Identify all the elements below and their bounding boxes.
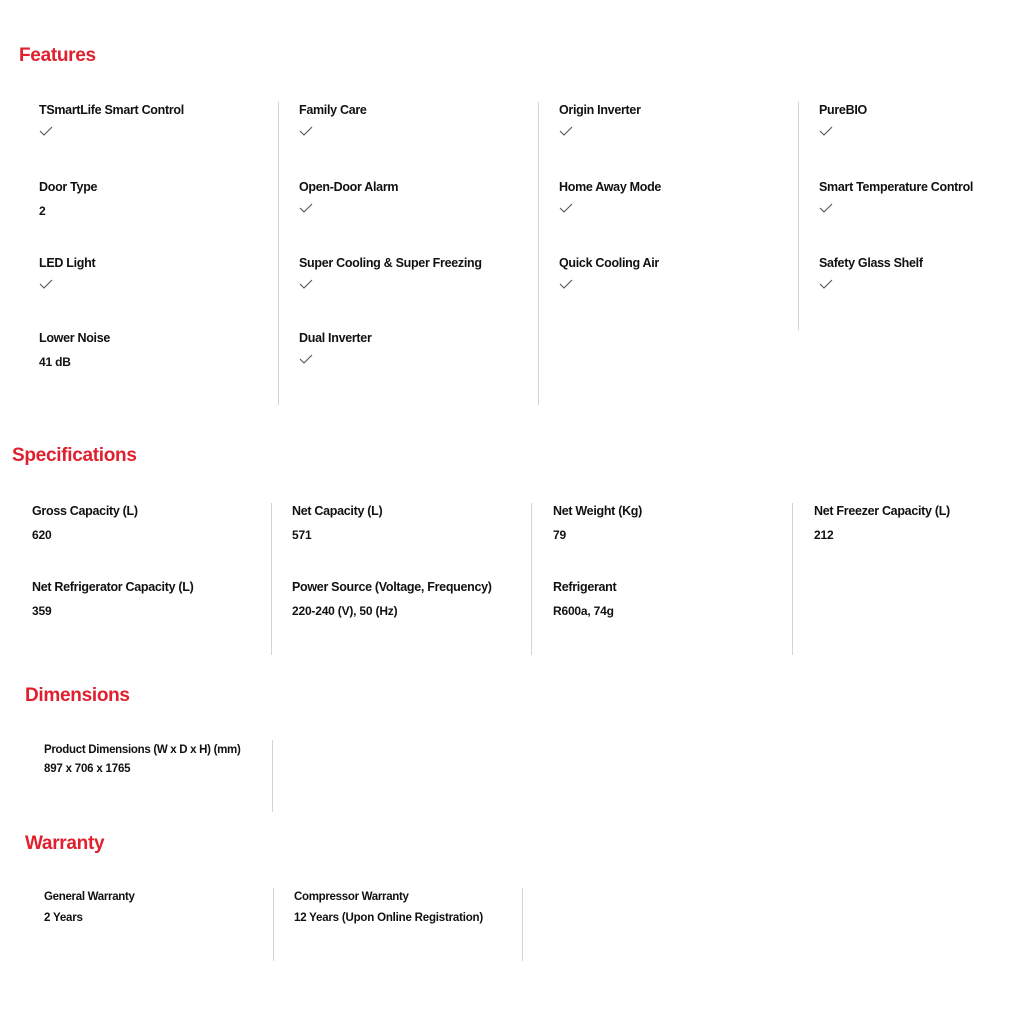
feature-item [559, 179, 799, 213]
feature-label: Safety Glass Shelf [819, 256, 923, 270]
check-icon [819, 203, 833, 213]
feature-item [299, 255, 539, 289]
features-column [559, 102, 799, 330]
spec-label: Net Freezer Capacity (L) [814, 504, 950, 518]
spec-label: Net Weight (Kg) [553, 504, 643, 518]
feature-item [299, 179, 539, 213]
feature-label: Super Cooling & Super Freezing [299, 256, 482, 270]
spec-value: 212 [814, 528, 834, 542]
feature-item [39, 255, 279, 289]
feature-item [39, 330, 279, 370]
check-icon [39, 279, 53, 289]
warranty-value: 2 Years [44, 912, 83, 924]
specifications-column [32, 503, 272, 655]
features-column [819, 102, 1019, 330]
warranty-column [44, 888, 274, 961]
spec-label: Refrigerant [553, 580, 617, 594]
spec-label: Power Source (Voltage, Frequency) [292, 580, 492, 594]
feature-item [39, 179, 279, 219]
feature-label: Dual Inverter [299, 331, 372, 345]
feature-label: Smart Temperature Control [819, 180, 974, 194]
features-column [299, 102, 539, 405]
warranty-column [294, 888, 523, 961]
feature-value: 41 dB [39, 355, 71, 369]
feature-label: Home Away Mode [559, 180, 662, 194]
specifications-column [553, 503, 793, 655]
spec-item [292, 503, 532, 543]
feature-item [819, 102, 1024, 136]
dimensions-title: Dimensions [25, 685, 130, 706]
dimensions-column [44, 740, 273, 812]
specifications-title: Specifications [12, 445, 137, 466]
feature-value: 2 [39, 204, 46, 218]
spec-item [814, 503, 1024, 543]
check-icon [299, 279, 313, 289]
check-icon [819, 126, 833, 136]
check-icon [559, 126, 573, 136]
spec-value: 220-240 (V), 50 (Hz) [292, 604, 398, 618]
spec-value: 620 [32, 528, 52, 542]
feature-item [299, 102, 539, 136]
spec-label: Gross Capacity (L) [32, 504, 138, 518]
spec-value: R600a, 74g [553, 604, 614, 618]
feature-item [299, 330, 539, 364]
feature-item [39, 102, 279, 136]
warranty-label: General Warranty [44, 891, 135, 903]
check-icon [299, 126, 313, 136]
spec-item [553, 579, 793, 619]
check-icon [819, 279, 833, 289]
feature-label: Lower Noise [39, 331, 111, 345]
feature-item [819, 179, 1024, 213]
feature-label: Quick Cooling Air [559, 256, 659, 270]
dimension-item [44, 742, 270, 777]
feature-label: Door Type [39, 180, 98, 194]
spec-value: 359 [32, 604, 52, 618]
check-icon [299, 203, 313, 213]
spec-item [32, 579, 272, 619]
features-title: Features [19, 45, 96, 66]
spec-label: Net Refrigerator Capacity (L) [32, 580, 194, 594]
warranty-item [294, 889, 520, 926]
feature-label: LED Light [39, 256, 96, 270]
warranty-label: Compressor Warranty [294, 891, 409, 903]
spec-item [292, 579, 532, 619]
dimension-value: 897 x 706 x 1765 [44, 763, 131, 775]
dimension-label: Product Dimensions (W x D x H) (mm) [44, 744, 241, 756]
spec-item [32, 503, 272, 543]
warranty-value: 12 Years (Upon Online Registration) [294, 912, 483, 924]
feature-label: TSmartLife Smart Control [39, 103, 184, 117]
check-icon [39, 126, 53, 136]
specifications-column [814, 503, 1014, 655]
check-icon [299, 354, 313, 364]
features-column [39, 102, 279, 405]
feature-label: Origin Inverter [559, 103, 641, 117]
warranty-title: Warranty [25, 833, 105, 854]
feature-label: PureBIO [819, 103, 867, 117]
spec-value: 79 [553, 528, 566, 542]
spec-value: 571 [292, 528, 312, 542]
feature-item [819, 255, 1024, 289]
feature-label: Family Care [299, 103, 367, 117]
check-icon [559, 279, 573, 289]
spec-item [553, 503, 793, 543]
feature-label: Open-Door Alarm [299, 180, 399, 194]
feature-item [559, 102, 799, 136]
spec-label: Net Capacity (L) [292, 504, 383, 518]
check-icon [559, 203, 573, 213]
specifications-column [292, 503, 532, 655]
warranty-item [44, 889, 270, 926]
feature-item [559, 255, 799, 289]
